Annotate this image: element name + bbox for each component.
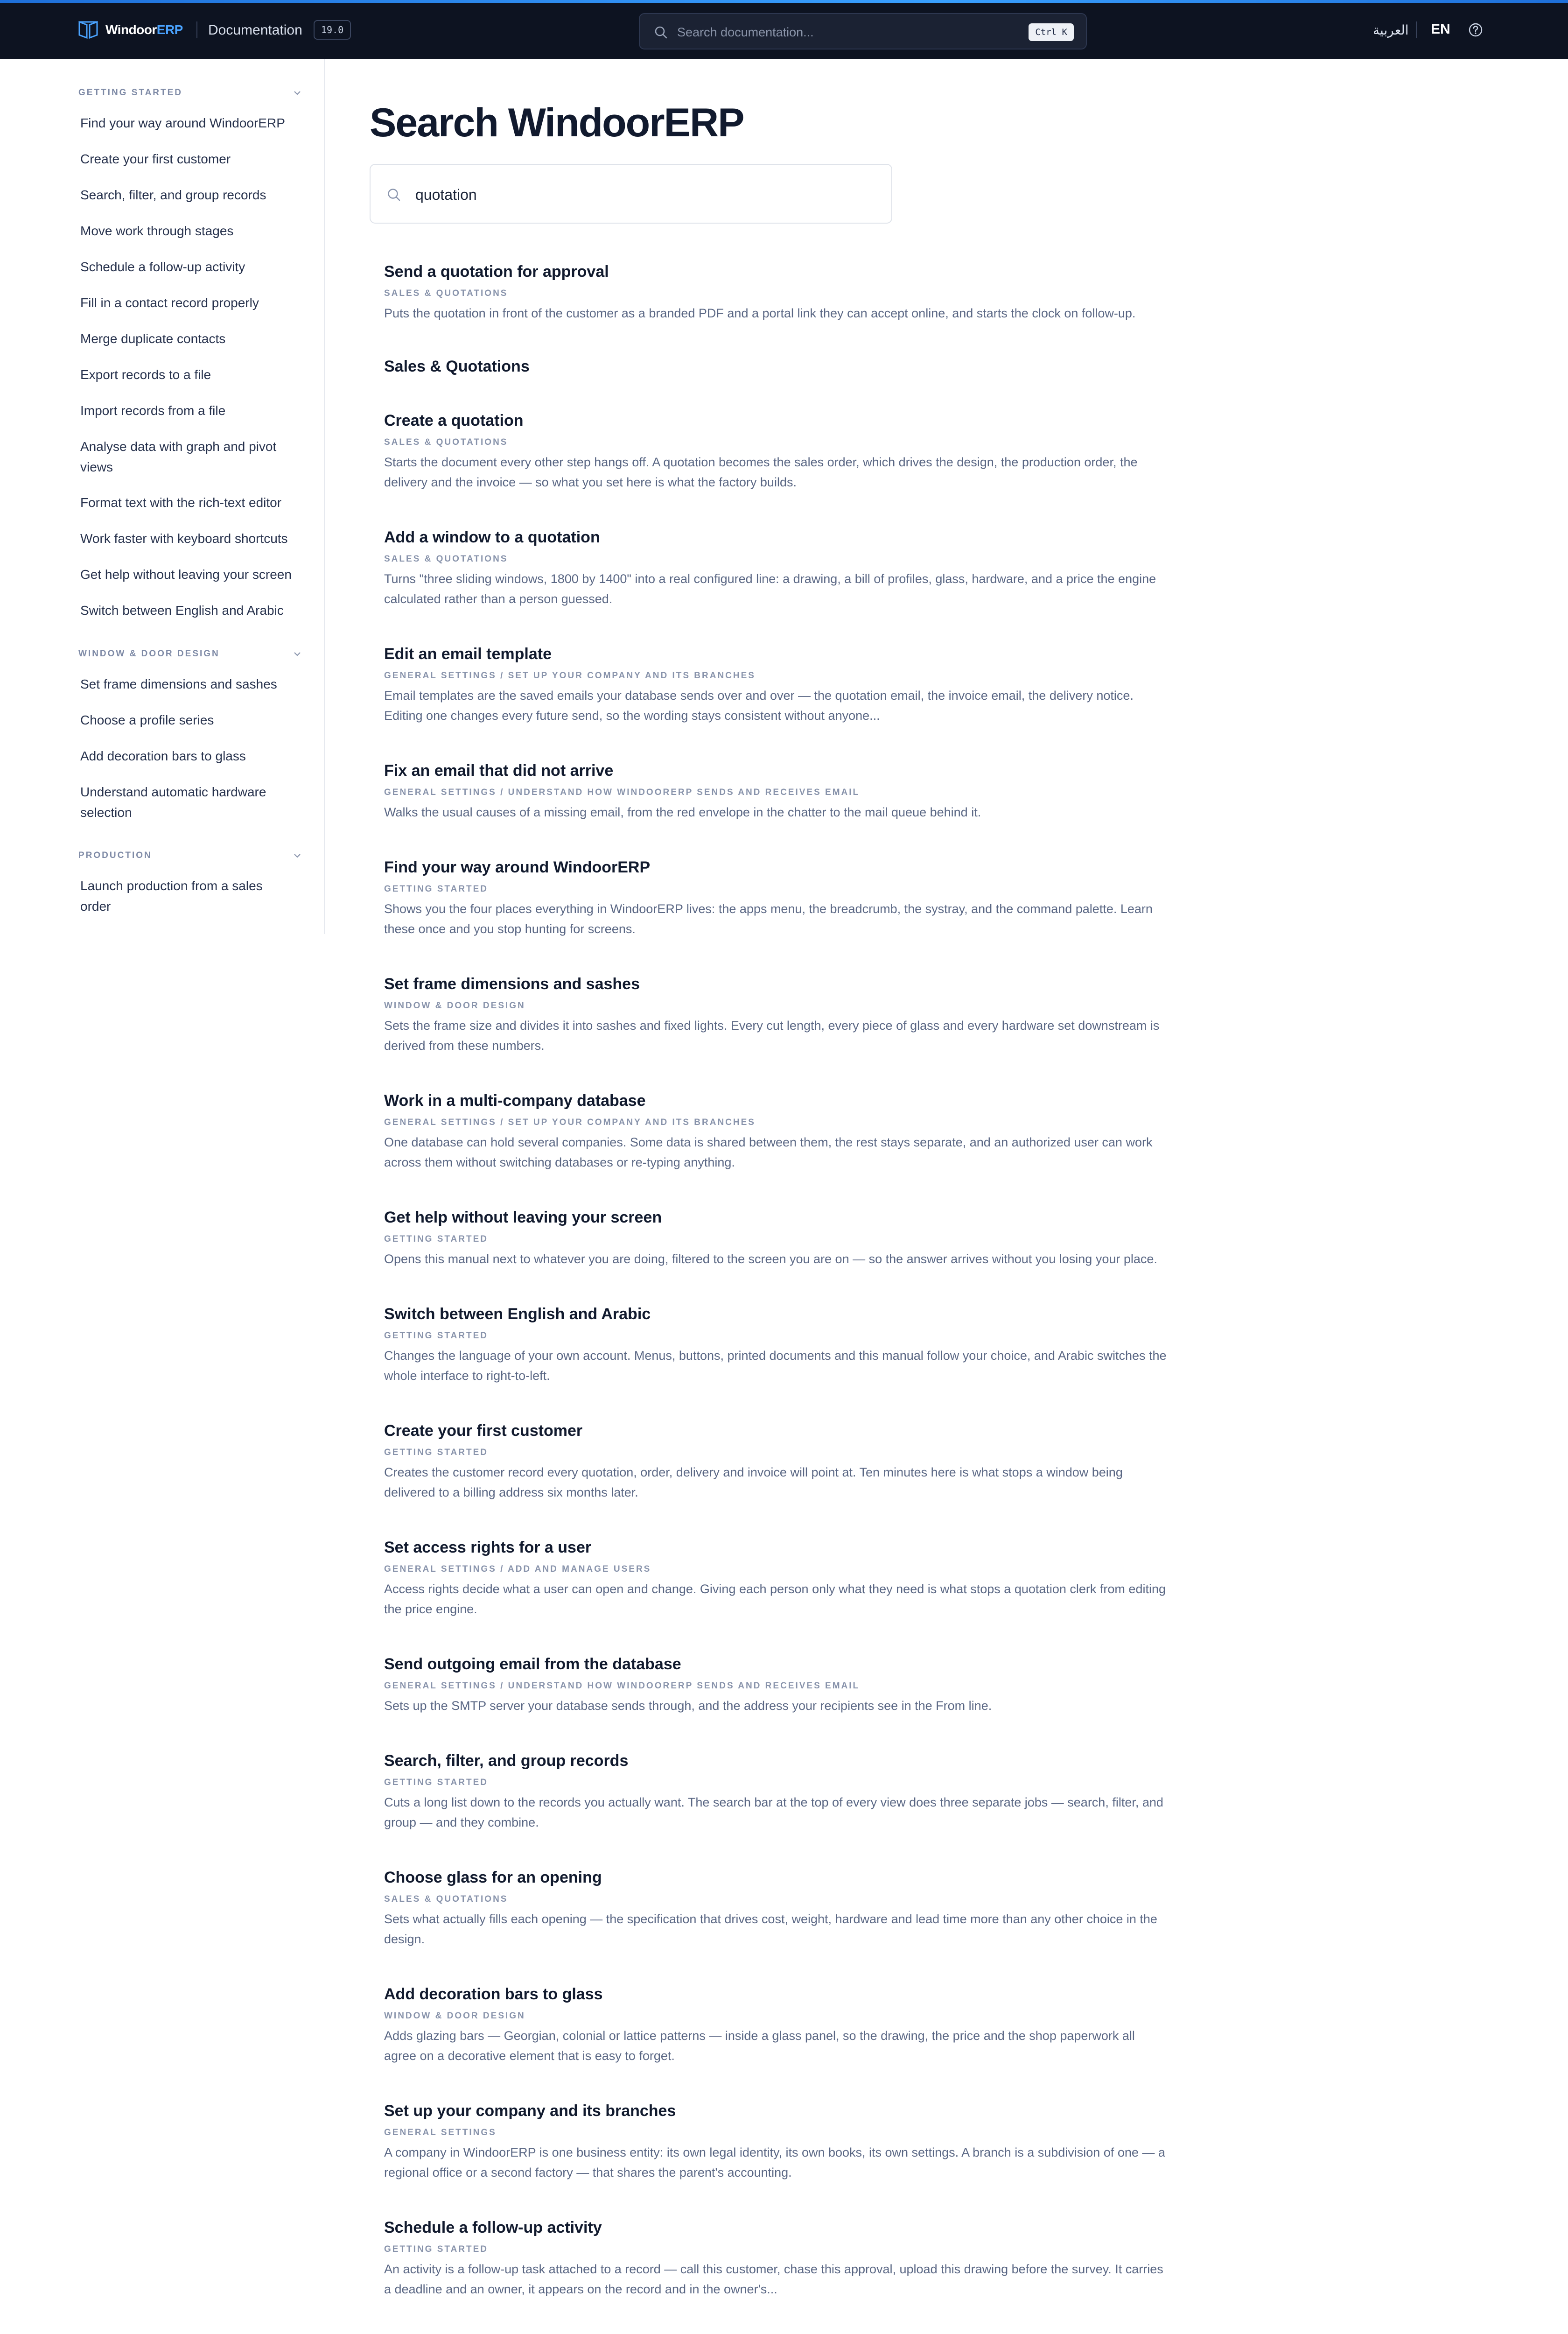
result-item[interactable] — [384, 1654, 1168, 1716]
sidebar-item[interactable]: Work faster with keyboard shortcuts — [80, 531, 288, 546]
logo-suffix: ERP — [156, 22, 183, 37]
result-item[interactable] — [384, 527, 1168, 609]
result-item[interactable] — [384, 1304, 1168, 1386]
sidebar-item[interactable]: Merge duplicate contacts — [80, 331, 226, 346]
result-breadcrumb: WINDOW & DOOR DESIGN — [384, 1001, 525, 1011]
result-item[interactable] — [384, 760, 1168, 823]
sidebar-section-production[interactable] — [78, 851, 302, 861]
result-item[interactable] — [384, 2101, 1168, 2183]
sidebar-section-getting-started[interactable] — [78, 88, 302, 98]
result-snippet: Changes the language of your own account. Menus, buttons, printed documents and this manual follow your choice, and Arabic switches the whole interface to right-to-left. — [384, 1349, 1167, 1383]
logo[interactable] — [77, 19, 183, 41]
result-snippet: Creates the customer record every quotation, order, delivery and invoice will point at. Ten minutes here is what stops a window being delivered to a billing address six months later. — [384, 1465, 1123, 1499]
sidebar-item[interactable]: Get help without leaving your screen — [80, 567, 292, 582]
sidebar-item[interactable]: Export records to a file — [80, 367, 211, 382]
header-divider — [196, 21, 197, 38]
result-title[interactable]: Fix an email that did not arrive — [384, 762, 614, 780]
result-item[interactable] — [384, 974, 1168, 1056]
lang-arabic[interactable]: العربية — [1373, 23, 1409, 37]
result-title[interactable]: Find your way around WindoorERP — [384, 858, 651, 876]
result-snippet: Opens this manual next to whatever you are doing, filtered to the screen you are on — so the answer arrives without you losing your place. — [384, 1252, 1157, 1266]
result-title[interactable]: Switch between English and Arabic — [384, 1305, 651, 1323]
result-item[interactable] — [384, 2217, 1168, 2299]
result-title[interactable]: Schedule a follow-up activity — [384, 2219, 602, 2236]
result-title[interactable]: Create your first customer — [384, 1422, 583, 1440]
sidebar-item[interactable]: Find your way around WindoorERP — [80, 116, 285, 130]
result-title[interactable]: Set access rights for a user — [384, 1539, 592, 1556]
result-title[interactable]: Send a quotation for approval — [384, 263, 609, 281]
result-item[interactable] — [384, 1750, 1168, 1833]
result-item[interactable] — [384, 261, 1168, 323]
result-item[interactable] — [384, 644, 1168, 726]
result-breadcrumb: GENERAL SETTINGS / SET UP YOUR COMPANY AND ITS BRANCHES — [384, 1118, 756, 1127]
result-breadcrumb: GETTING STARTED — [384, 1331, 489, 1341]
result-item[interactable] — [384, 857, 1168, 939]
search-icon — [654, 25, 668, 39]
result-snippet: One database can hold several companies. Some data is shared between them, the rest stays separate, and an authorized user can work across them without switching databases or re-typing anything. — [384, 1135, 1153, 1169]
result-breadcrumb: SALES & QUOTATIONS — [384, 437, 508, 447]
sidebar-item[interactable]: Import records from a file — [80, 403, 226, 418]
chevron-down-icon[interactable] — [292, 851, 302, 861]
result-title[interactable]: Set frame dimensions and sashes — [384, 975, 640, 993]
version-badge[interactable]: 19.0 — [314, 20, 351, 40]
result-snippet: Email templates are the saved emails your database sends over and over — the quotation email, the invoice email, the delivery notice. Editing one changes every future send, so the wording stays consistent without anyone... — [384, 689, 1134, 723]
sidebar-item[interactable]: Add decoration bars to glass — [80, 749, 246, 763]
result-item[interactable] — [384, 410, 1168, 492]
result-title[interactable]: Search, filter, and group records — [384, 1752, 629, 1770]
result-breadcrumb: GENERAL SETTINGS / ADD AND MANAGE USERS — [384, 1564, 651, 1574]
result-title[interactable]: Create a quotation — [384, 412, 524, 429]
result-snippet: Puts the quotation in front of the customer as a branded PDF and a portal link they can accept online, and starts the clock on follow-up. — [384, 306, 1136, 320]
result-snippet: Sets the frame size and divides it into sashes and fixed lights. Every cut length, every piece of glass and every hardware set downstream is derived from these numbers. — [384, 1019, 1160, 1053]
result-breadcrumb: GETTING STARTED — [384, 1778, 489, 1787]
sidebar-item[interactable]: Create your first customer — [80, 152, 231, 166]
sidebar-item[interactable]: Analyse data with graph and pivot views — [80, 439, 277, 474]
search-results — [384, 261, 1168, 2334]
result-breadcrumb: WINDOW & DOOR DESIGN — [384, 2011, 525, 2021]
sidebar-item[interactable]: Launch production from a sales order — [80, 879, 263, 914]
help-icon[interactable] — [1468, 22, 1483, 37]
sidebar-item[interactable]: Schedule a follow-up activity — [80, 260, 245, 274]
sidebar-item[interactable]: Set frame dimensions and sashes — [80, 677, 277, 691]
result-title[interactable]: Sales & Quotations — [384, 358, 530, 375]
lang-divider — [1416, 21, 1417, 38]
result-breadcrumb: SALES & QUOTATIONS — [384, 1894, 508, 1904]
search-input[interactable] — [415, 180, 873, 210]
result-breadcrumb: GENERAL SETTINGS / UNDERSTAND HOW WINDOORERP SENDS AND RECEIVES EMAIL — [384, 1681, 860, 1691]
result-breadcrumb: GETTING STARTED — [384, 884, 489, 894]
result-item[interactable] — [384, 356, 1168, 377]
result-breadcrumb: GENERAL SETTINGS / SET UP YOUR COMPANY AND ITS BRANCHES — [384, 671, 756, 681]
sidebar-item[interactable]: Fill in a contact record properly — [80, 295, 259, 310]
sidebar-item[interactable]: Format text with the rich-text editor — [80, 495, 282, 510]
result-title[interactable]: Work in a multi-company database — [384, 1092, 646, 1110]
sidebar-item[interactable]: Understand automatic hardware selection — [80, 785, 266, 820]
sidebar-section-label: PRODUCTION — [78, 851, 152, 860]
chevron-down-icon[interactable] — [292, 649, 302, 659]
logo-icon — [77, 19, 99, 41]
result-breadcrumb: GENERAL SETTINGS — [384, 2128, 497, 2137]
result-title[interactable]: Set up your company and its branches — [384, 2102, 676, 2120]
result-snippet: A company in WindoorERP is one business entity: its own legal identity, its own books, its own settings. A branch is a subdivision of one — a regional office or a second factory — that shares the parent's accounting. — [384, 2145, 1165, 2179]
result-breadcrumb: GETTING STARTED — [384, 2244, 489, 2254]
result-breadcrumb: GETTING STARTED — [384, 1234, 489, 1244]
sidebar-item[interactable]: Move work through stages — [80, 224, 234, 238]
sidebar-item[interactable]: Choose a profile series — [80, 713, 214, 727]
page-title: Search WindoorERP — [370, 100, 744, 145]
result-snippet: Sets up the SMTP server your database sends through, and the address your recipients see in the From line. — [384, 1699, 992, 1713]
result-item[interactable] — [384, 1090, 1168, 1173]
search-icon — [386, 187, 401, 202]
global-search-placeholder: Search documentation... — [677, 25, 814, 39]
result-item[interactable] — [384, 1207, 1168, 1269]
top-bar — [0, 0, 1568, 59]
sidebar-item[interactable]: Switch between English and Arabic — [80, 603, 284, 618]
result-title[interactable]: Send outgoing email from the database — [384, 1655, 681, 1673]
logo-text — [105, 22, 183, 37]
result-breadcrumb: GENERAL SETTINGS / UNDERSTAND HOW WINDOORERP SENDS AND RECEIVES EMAIL — [384, 787, 860, 797]
result-snippet: Starts the document every other step hangs off. A quotation becomes the sales order, which drives the design, the production order, the delivery and the invoice — so what you set here is what the factory builds. — [384, 455, 1138, 489]
result-snippet: Access rights decide what a user can open and change. Giving each person only what they need is what stops a quotation clerk from editing the price engine. — [384, 1582, 1166, 1616]
result-snippet: Adds glazing bars — Georgian, colonial or lattice patterns — inside a glass panel, so the drawing, the price and the shop paperwork all agree on a decorative element that is easy to forget. — [384, 2029, 1135, 2063]
result-snippet: An activity is a follow-up task attached to a record — call this customer, chase this approval, upload this drawing before the survey. It carries a deadline and an owner, it appears on the record and in the owner's... — [384, 2262, 1163, 2296]
accent-stripe — [0, 0, 1568, 3]
global-search[interactable] — [639, 13, 1087, 49]
result-breadcrumb: SALES & QUOTATIONS — [384, 554, 508, 564]
sidebar-item[interactable]: Search, filter, and group records — [80, 188, 266, 202]
result-snippet: Walks the usual causes of a missing email, from the red envelope in the chatter to the mail queue behind it. — [384, 805, 981, 819]
result-snippet: Turns "three sliding windows, 1800 by 1400" into a real configured line: a drawing, a bill of profiles, glass, hardware, and a price the engine calculated rather than a person guessed. — [384, 572, 1156, 606]
result-snippet: Shows you the four places everything in WindoorERP lives: the apps menu, the breadcrumb, the systray, and the command palette. Learn these once and you stop hunting for screens. — [384, 902, 1153, 936]
lang-english[interactable]: EN — [1431, 21, 1450, 37]
chevron-down-icon[interactable] — [292, 88, 302, 98]
result-snippet: Sets what actually fills each opening — the specification that drives cost, weight, hardware and lead time more than any other choice in the design. — [384, 1912, 1157, 1946]
logo-prefix: Windoor — [105, 22, 157, 37]
result-title[interactable]: Choose glass for an opening — [384, 1869, 602, 1886]
result-title[interactable]: Edit an email template — [384, 645, 552, 663]
result-title[interactable]: Add a window to a quotation — [384, 528, 600, 546]
sidebar — [0, 59, 325, 934]
shortcut-badge: Ctrl K — [1029, 23, 1074, 41]
sidebar-section-label: GETTING STARTED — [78, 88, 183, 98]
result-breadcrumb: SALES & QUOTATIONS — [384, 288, 508, 298]
search-box[interactable] — [370, 164, 892, 224]
result-snippet: Cuts a long list down to the records you actually want. The search bar at the top of every view does three separate jobs — search, filter, and group — and they combine. — [384, 1795, 1163, 1829]
result-breadcrumb: GETTING STARTED — [384, 1448, 489, 1457]
result-title[interactable]: Get help without leaving your screen — [384, 1209, 662, 1226]
sidebar-section-window-door-design[interactable] — [78, 649, 302, 659]
result-item[interactable] — [384, 1420, 1168, 1503]
result-item[interactable] — [384, 1537, 1168, 1619]
result-item[interactable] — [384, 1867, 1168, 1949]
sidebar-section-label: WINDOW & DOOR DESIGN — [78, 649, 220, 659]
section-title[interactable]: Documentation — [208, 22, 302, 38]
result-item[interactable] — [384, 1984, 1168, 2066]
result-title[interactable]: Add decoration bars to glass — [384, 1985, 603, 2003]
